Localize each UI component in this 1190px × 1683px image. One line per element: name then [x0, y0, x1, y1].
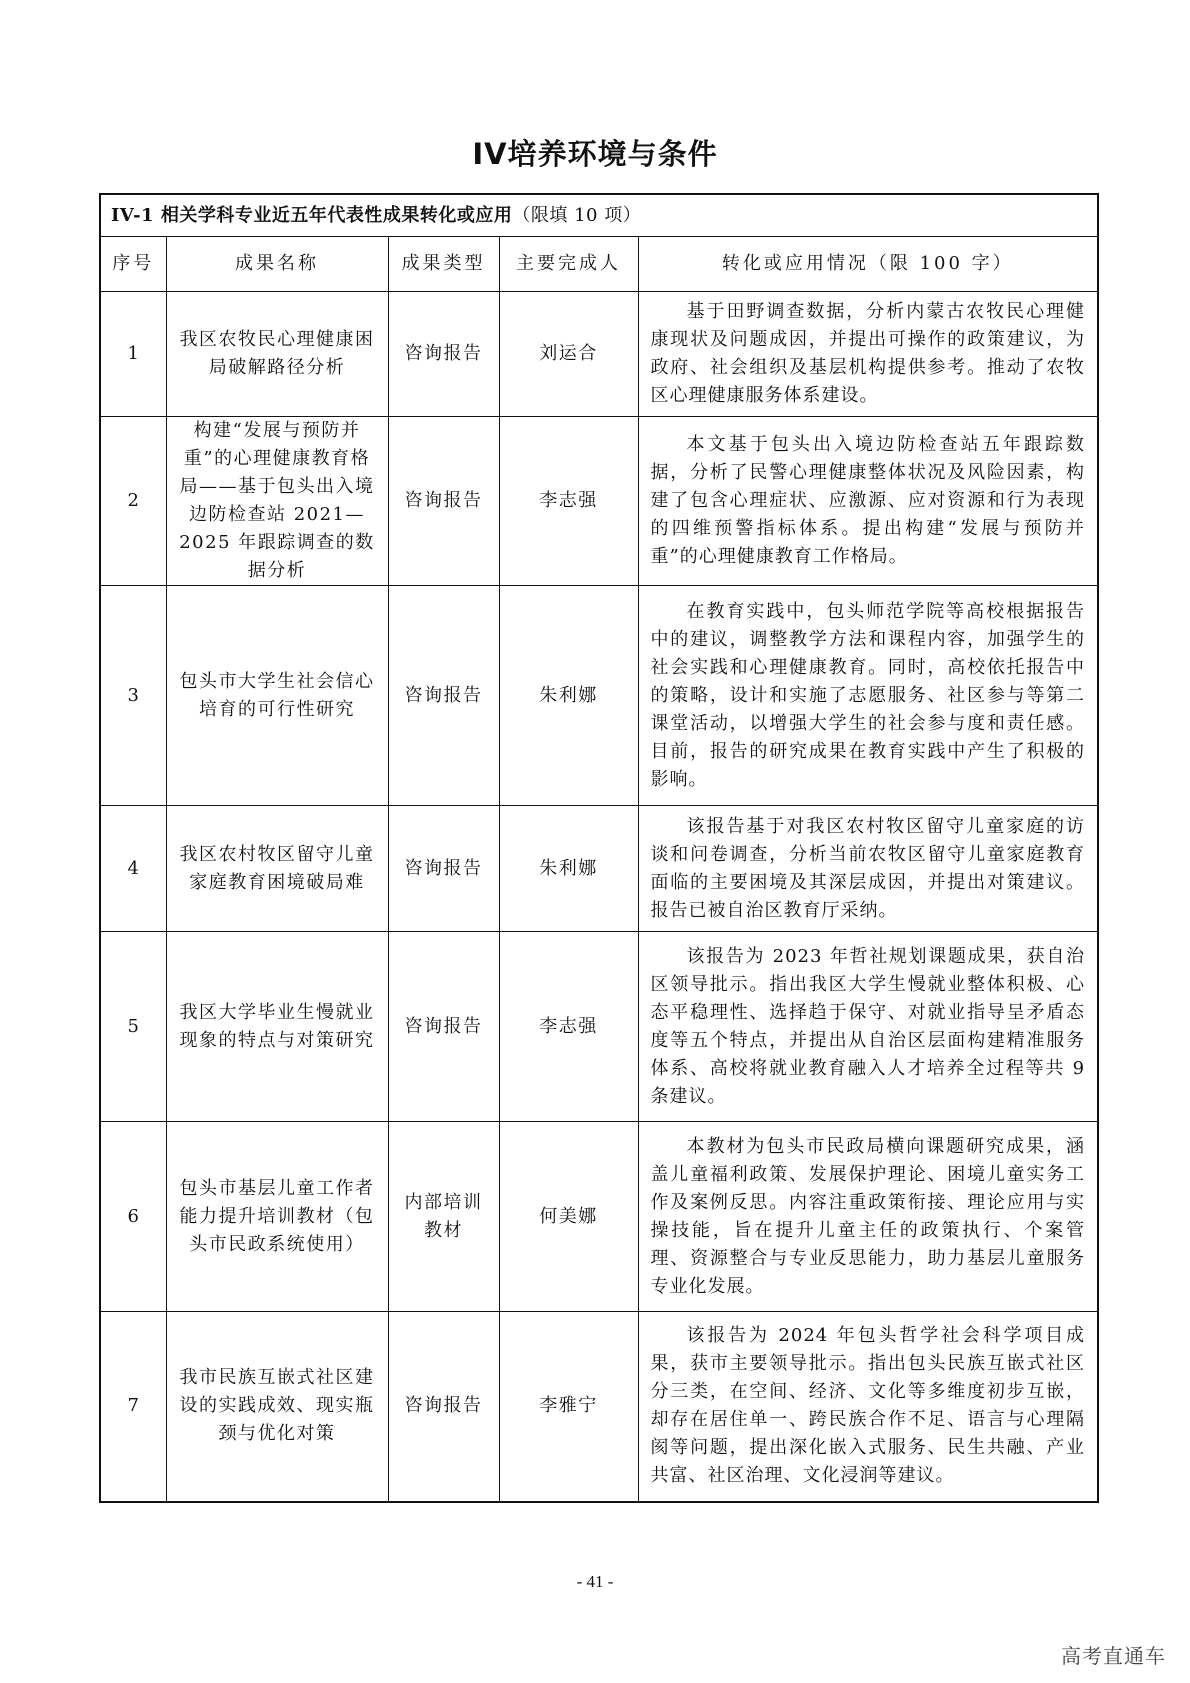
row-usage: 该报告基于对我区农村牧区留守儿童家庭的访谈和问卷调查，分析当前农牧区留守儿童家庭教育面临的主要困境及其深层成因，并提出对策建议。报告已被自治区教育厅采纳。	[638, 806, 1098, 932]
row-type: 咨询报告	[388, 292, 499, 417]
row-type: 内部培训教材	[388, 1122, 499, 1312]
row-type: 咨询报告	[388, 1312, 499, 1502]
row-type: 咨询报告	[388, 417, 499, 586]
table-row	[100, 932, 1098, 1122]
table-row	[100, 292, 1098, 417]
header-no: 序号	[100, 237, 166, 292]
row-name: 包头市大学生社会信心培育的可行性研究	[166, 586, 388, 806]
row-usage: 该报告为 2024 年包头哲学社会科学项目成果，获市主要领导批示。指出包头民族互嵌式社区分三类，在空间、经济、文化等多维度初步互嵌，却存在居住单一、跨民族合作不足、语言与心理隔阂等问题，提出深化嵌入式服务、民生共融、产业共富、社区治理、文化浸润等建议。	[638, 1312, 1098, 1502]
achievements-table	[99, 193, 1099, 1503]
row-no: 5	[100, 932, 166, 1122]
row-no: 2	[100, 417, 166, 586]
row-author: 李志强	[499, 932, 638, 1122]
row-usage: 本文基于包头出入境边防检查站五年跟踪数据，分析了民警心理健康整体状况及风险因素，构建了包含心理症状、应激源、应对资源和行为表现的四维预警指标体系。提出构建“发展与预防并重”的心理健康教育工作格局。	[638, 417, 1098, 586]
page-title: IV培养环境与条件	[472, 137, 718, 171]
row-author: 刘运合	[499, 292, 638, 417]
table-row	[100, 1122, 1098, 1312]
row-author: 朱利娜	[499, 586, 638, 806]
table-caption-note: （限填 10 项）	[512, 204, 642, 226]
row-author: 李雅宁	[499, 1312, 638, 1502]
header-name: 成果名称	[166, 237, 388, 292]
row-no: 7	[100, 1312, 166, 1502]
row-usage: 在教育实践中，包头师范学院等高校根据报告中的建议，调整教学方法和课程内容，加强学生的社会实践和心理健康教育。同时，高校依托报告中的策略，设计和实施了志愿服务、社区参与等第二课堂活动，以增强大学生的社会参与度和责任感。目前，报告的研究成果在教育实践中产生了积极的影响。	[638, 586, 1098, 806]
table-header-row	[100, 237, 1098, 292]
row-author: 何美娜	[499, 1122, 638, 1312]
row-name: 我区农牧民心理健康困局破解路径分析	[166, 292, 388, 417]
row-usage: 本教材为包头市民政局横向课题研究成果，涵盖儿童福利政策、发展保护理论、困境儿童实务工作及案例反思。内容注重政策衔接、理论应用与实操技能，旨在提升儿童主任的政策执行、个案管理、资源整合与专业反思能力，助力基层儿童服务专业化发展。	[638, 1122, 1098, 1312]
row-no: 6	[100, 1122, 166, 1312]
table-row	[100, 417, 1098, 586]
row-author: 李志强	[499, 417, 638, 586]
row-no: 1	[100, 292, 166, 417]
row-name: 构建“发展与预防并重”的心理健康教育格局——基于包头出入境边防检查站 2021—2025 年跟踪调查的数据分析	[166, 417, 388, 586]
row-type: 咨询报告	[388, 932, 499, 1122]
row-name: 我市民族互嵌式社区建设的实践成效、现实瓶颈与优化对策	[166, 1312, 388, 1502]
table-caption	[100, 194, 1098, 237]
row-name: 我区大学毕业生慢就业现象的特点与对策研究	[166, 932, 388, 1122]
row-no: 3	[100, 586, 166, 806]
row-type: 咨询报告	[388, 586, 499, 806]
table-caption-title: IV-1 相关学科专业近五年代表性成果转化或应用	[111, 204, 513, 226]
table-row	[100, 586, 1098, 806]
header-usage: 转化或应用情况（限 100 字）	[638, 237, 1098, 292]
table-caption-row	[100, 194, 1098, 237]
row-author: 朱利娜	[499, 806, 638, 932]
header-type: 成果类型	[388, 237, 499, 292]
row-name: 我区农村牧区留守儿童家庭教育困境破局难	[166, 806, 388, 932]
watermark: 高考直通车	[1061, 1644, 1166, 1668]
page-number: - 41 -	[576, 1572, 614, 1591]
row-type: 咨询报告	[388, 806, 499, 932]
table-row	[100, 1312, 1098, 1502]
header-author: 主要完成人	[499, 237, 638, 292]
table-row	[100, 806, 1098, 932]
row-usage: 基于田野调查数据，分析内蒙古农牧民心理健康现状及问题成因，并提出可操作的政策建议，为政府、社会组织及基层机构提供参考。推动了农牧区心理健康服务体系建设。	[638, 292, 1098, 417]
row-usage: 该报告为 2023 年哲社规划课题成果，获自治区领导批示。指出我区大学生慢就业整体积极、心态平稳理性、选择趋于保守、对就业指导呈矛盾态度等五个特点，并提出从自治区层面构建精准服务体系、高校将就业教育融入人才培养全过程等共 9 条建议。	[638, 932, 1098, 1122]
row-no: 4	[100, 806, 166, 932]
row-name: 包头市基层儿童工作者能力提升培训教材（包头市民政系统使用）	[166, 1122, 388, 1312]
